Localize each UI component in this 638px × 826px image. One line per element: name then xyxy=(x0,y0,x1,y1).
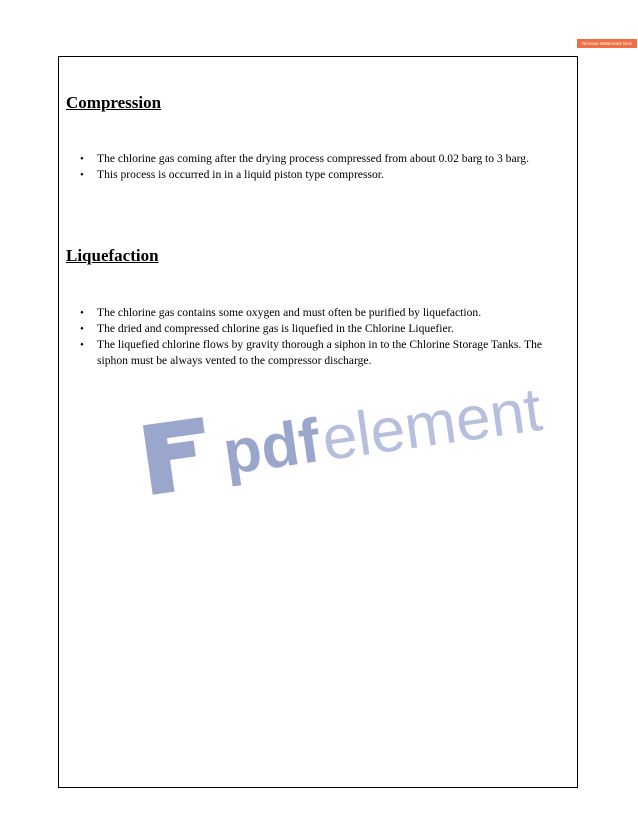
bullet-text: The chlorine gas coming after the drying process compressed from about 0.02 barg to 3 barg. xyxy=(97,152,529,165)
bullet-icon: • xyxy=(80,169,84,181)
list-item xyxy=(80,305,570,321)
bullet-icon: • xyxy=(80,153,84,165)
bullet-text: The liquefied chlorine flows by gravity thorough a siphon in to the Chlorine Storage Tanks. The siphon must be always vented to the compressor discharge. xyxy=(97,338,543,367)
section-heading-compression: Compression xyxy=(66,93,162,112)
list-item xyxy=(80,167,570,183)
compression-bullet-list xyxy=(80,151,570,183)
list-item xyxy=(80,151,570,167)
watermark-brand-light: element xyxy=(317,375,546,475)
bullet-text: The dried and compressed chlorine gas is liquefied in the Chlorine Liquefier. xyxy=(97,322,454,335)
bullet-text: This process is occurred in in a liquid piston type compressor. xyxy=(97,168,384,181)
bullet-icon: • xyxy=(80,339,84,351)
bullet-icon: • xyxy=(80,307,84,319)
list-item xyxy=(80,321,570,337)
watermark-brand-bold: pdf xyxy=(218,406,324,489)
list-item xyxy=(80,337,570,369)
bullet-text: The chlorine gas contains some oxygen and must often be purified by liquefaction. xyxy=(97,306,482,319)
liquefaction-bullet-list xyxy=(80,305,570,369)
remove-watermark-button[interactable]: Remove Watermark Now xyxy=(577,39,637,48)
bullet-icon: • xyxy=(80,323,84,335)
section-heading-liquefaction: Liquefaction xyxy=(66,246,159,265)
